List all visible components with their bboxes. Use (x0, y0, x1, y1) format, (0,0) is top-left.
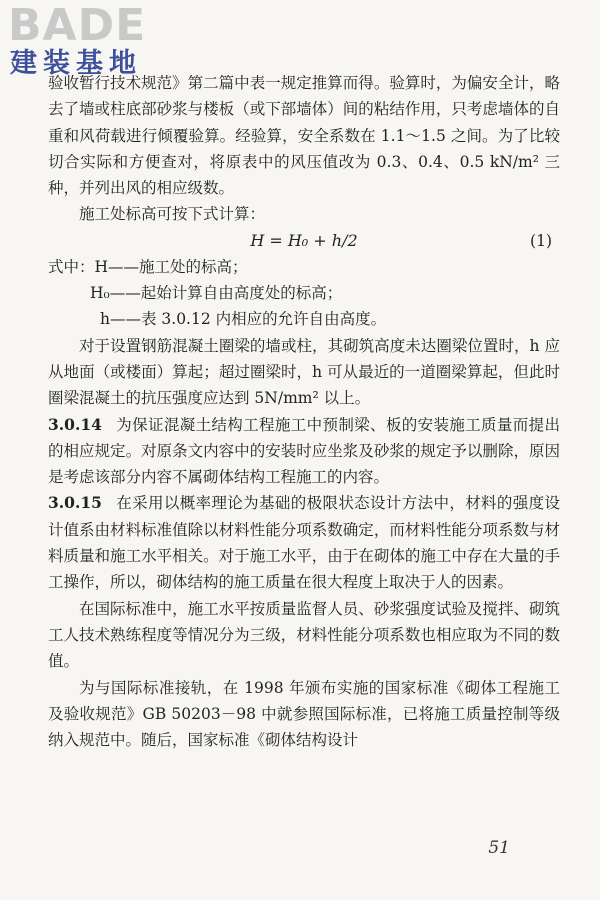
paragraph-formula-intro: 施工处标高可按下式计算： (79, 205, 266, 224)
formula-expression: H = H₀ + h/2 (250, 230, 358, 250)
paragraph-international-standard: 在国际标准中，施工水平按质量监督人员、砂浆强度试验及搅拌、砌筑工人技术熟练程度等情况分为三级，材料性能分项系数也相应取为不同的数值。 (48, 599, 560, 671)
paragraph-continuation: 验收暂行技术规范》第二篇中表一规定推算而得。验算时，为偏安全计，略去了墙或柱底部砂浆与楼板（或下部墙体）间的粘结作用，只考虑墙体的自重和风荷载进行倾覆验算。经验算，安全系数在 1.1～1.5 之间。为了比较切合实际和方便查对，将原表中的风压值改为 0.3、0.4、0.5 kN/m² 三种，并列出风的相应级数。 (48, 74, 560, 198)
paragraph-standard-alignment: 为与国际标准接轨，在 1998 年颁布实施的国家标准《砌体工程施工及验收规范》GB 50203－98 中就参照国际标准，已将施工质量控制等级纳入规范中。随后，国家标准《砌体结构设计 (48, 678, 560, 750)
page-number: 51 (488, 838, 510, 858)
definition-H0: H₀——起始计算自由高度处的标高； (90, 284, 343, 303)
definition-H: 式中：H——施工处的标高； (48, 257, 248, 276)
clause-number: 3.0.15 (48, 493, 102, 513)
clause-3-0-15 (48, 490, 560, 595)
formula-number: (1) (530, 231, 552, 250)
page-body (48, 70, 560, 753)
clause-3-0-14 (48, 412, 560, 491)
logo-subtitle: 建装基地 (10, 48, 142, 79)
formula-1 (48, 228, 560, 254)
clause-number: 3.0.14 (48, 414, 102, 434)
clause-text: 在采用以概率理论为基础的极限状态设计方法中，材料的强度设计值系由材料标准值除以材料性能分项系数确定，而材料性能分项系数与材料质量和施工水平相关。对于施工水平，由于在砌体的施工中存在大量的手工操作，所以，砌体结构的施工质量在很大程度上取决于人的因素。 (48, 494, 560, 592)
definition-h: h——表 3.0.12 内相应的允许自由高度。 (100, 310, 387, 329)
logo-wordmark: BADE (8, 0, 147, 51)
paragraph-ring-beam: 对于设置钢筋混凝土圈梁的墙或柱，其砌筑高度未达圈梁位置时，h 应从地面（或楼面）算起；超过圈梁时，h 可从最近的一道圈梁算起，但此时圈梁混凝土的抗压强度应达到 5N/mm² 以上。 (48, 336, 560, 408)
clause-text: 为保证混凝土结构工程施工中预制梁、板的安装施工质量而提出的相应规定。对原条文内容中的安装时应坐浆及砂浆的规定予以删除，原因是考虑该部分内容不属砌体结构工程施工的内容。 (48, 415, 560, 487)
